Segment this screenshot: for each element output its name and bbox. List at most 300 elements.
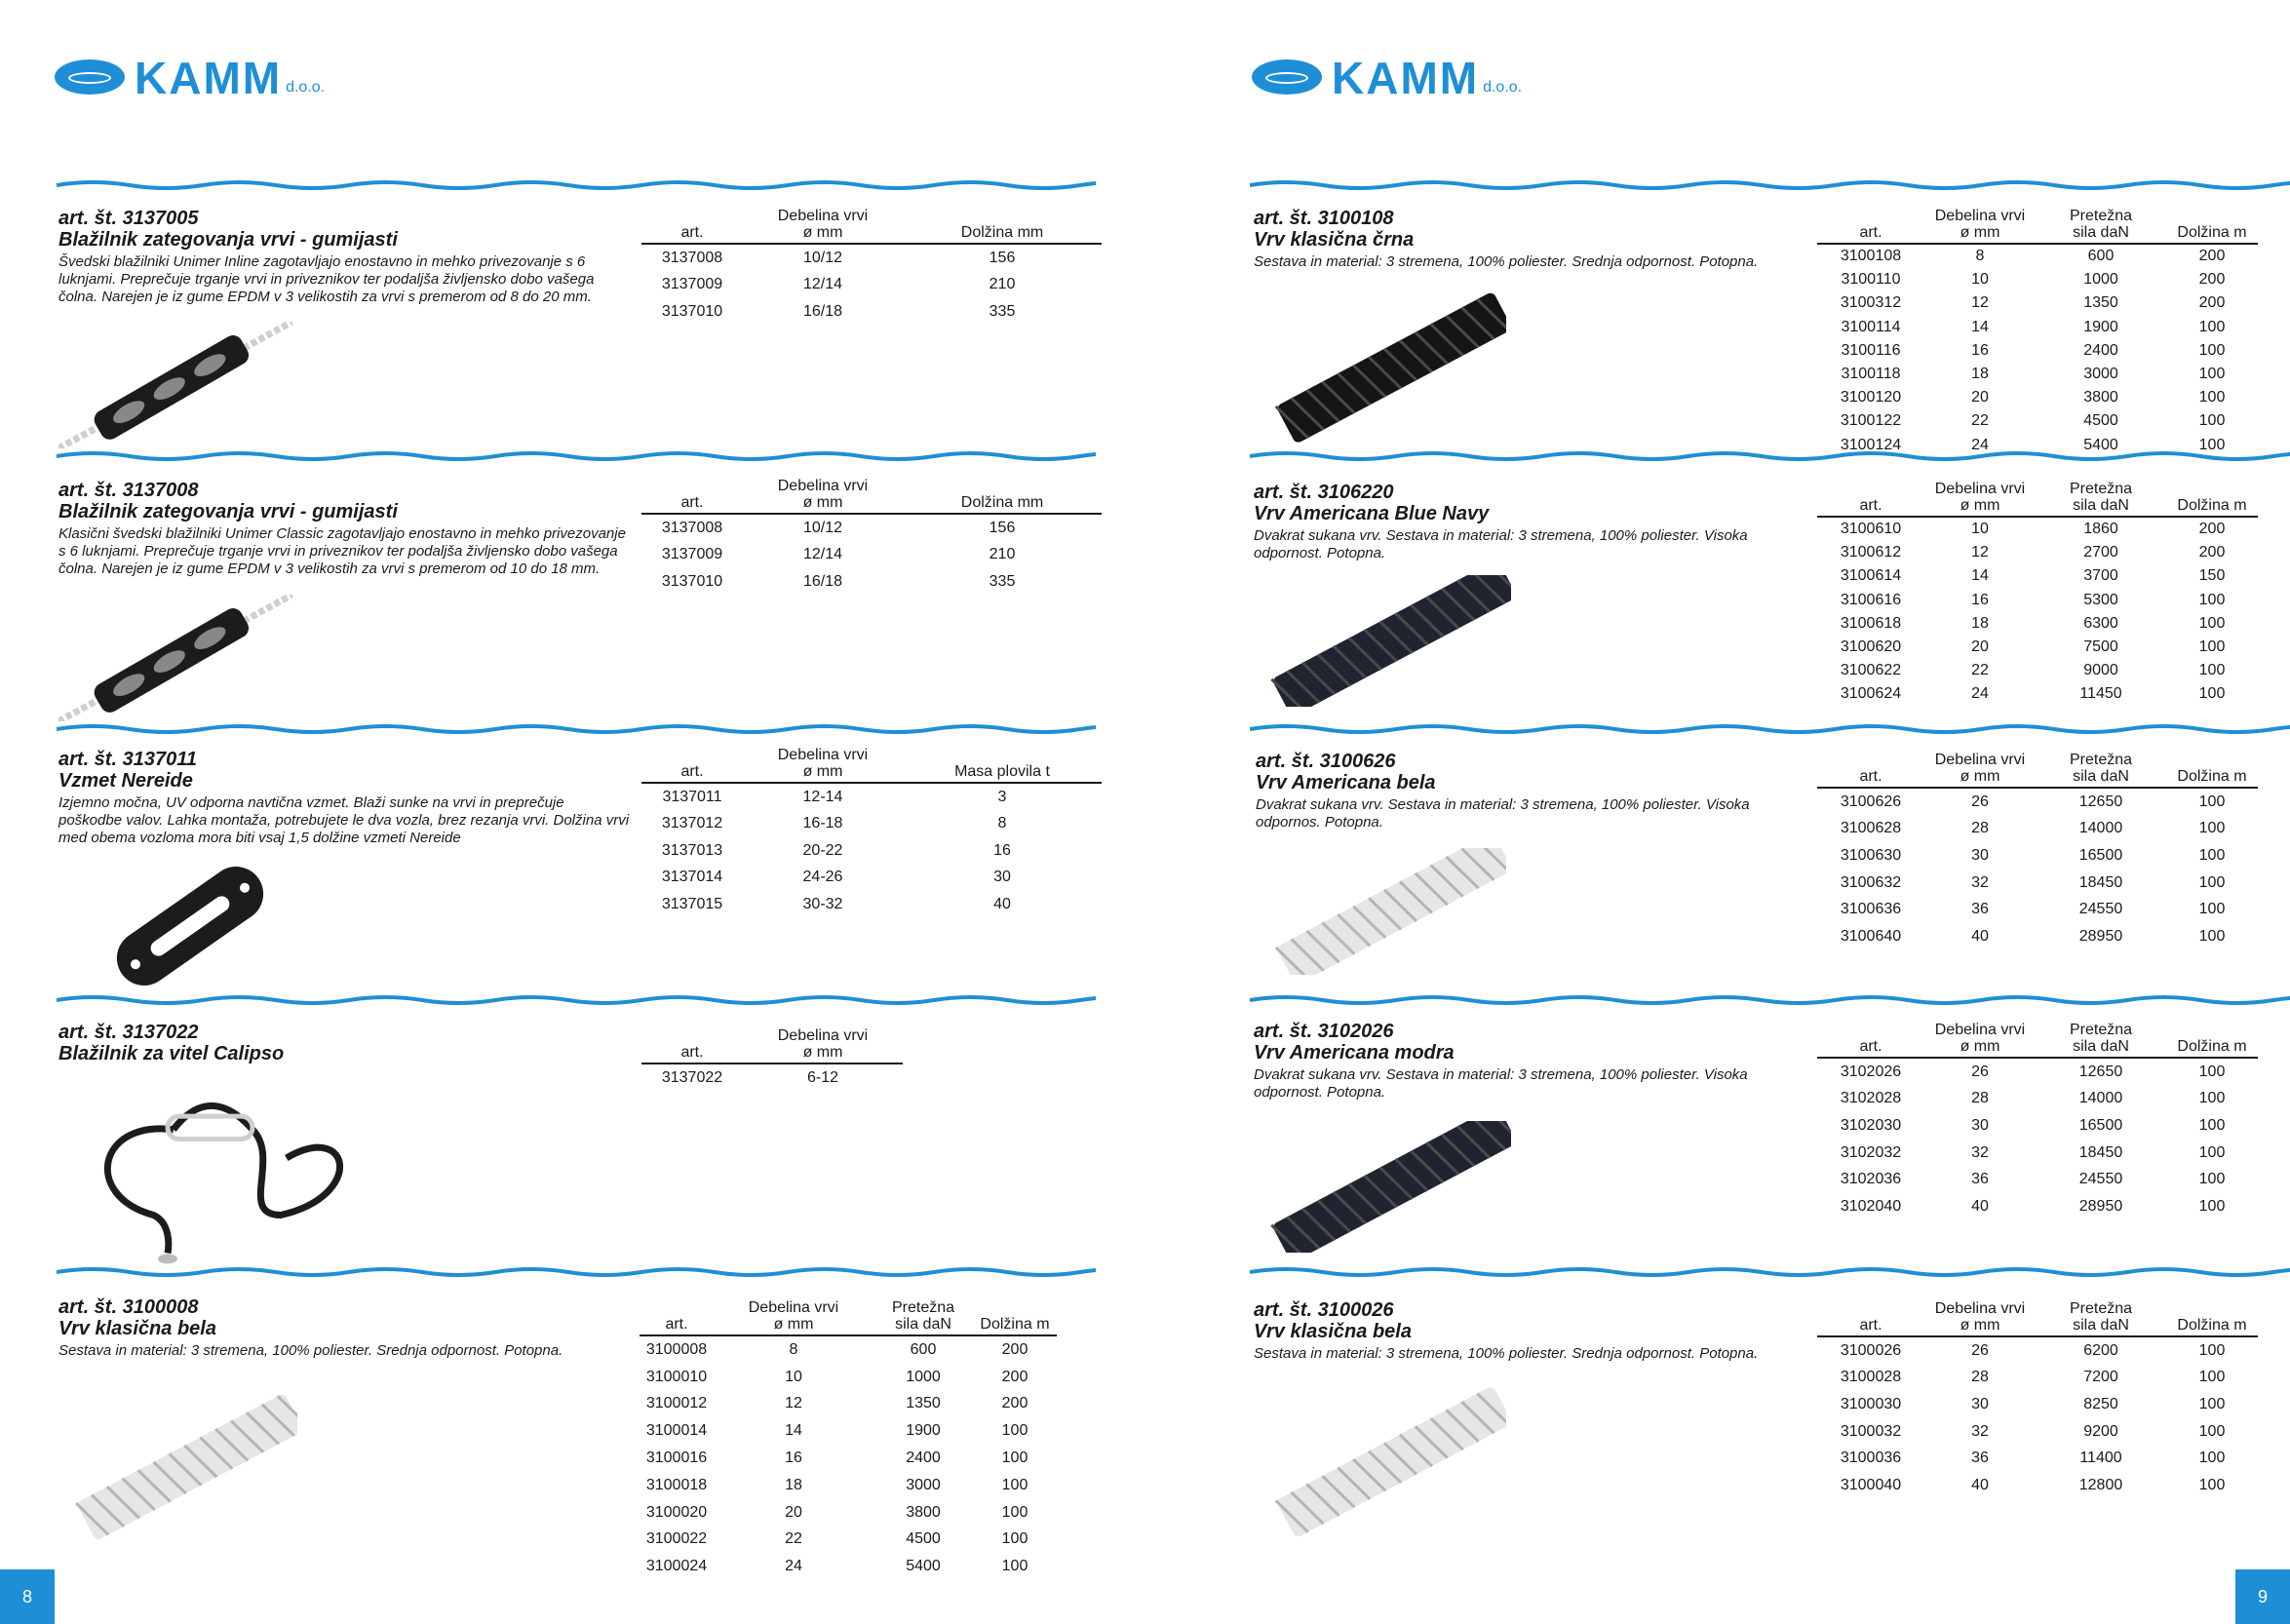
product-section (1254, 208, 1761, 271)
spec-table (1817, 1022, 2258, 1220)
table-cell: 8250 (2083, 1395, 2118, 1412)
table-cell: 7500 (2083, 638, 2118, 656)
table-row (1817, 589, 2258, 612)
table-row (641, 272, 1102, 299)
table-row (1817, 541, 2258, 564)
table-cell: 3100020 (645, 1503, 708, 1521)
table-cell: 100 (2198, 927, 2226, 945)
mooring-spring-icon (97, 853, 283, 999)
column-header: art. (641, 208, 743, 244)
table-cell: 1000 (906, 1368, 941, 1385)
table-cell: 156 (989, 519, 1016, 536)
product-section (1256, 751, 1763, 831)
table-cell: 9200 (2083, 1422, 2118, 1440)
column-header: Debelina vrvi ø mm (1924, 752, 2036, 788)
table-cell: 100 (2198, 820, 2226, 837)
white-rope-icon (1272, 848, 1506, 975)
table-cell: 3100624 (1840, 685, 1902, 703)
table-cell: 2400 (906, 1450, 941, 1467)
column-header: Debelina vrvi ø mm (714, 1299, 873, 1335)
table-cell: 100 (2198, 1171, 2226, 1188)
table-cell: 20 (1971, 389, 1989, 406)
column-header: art. (1817, 1022, 1924, 1058)
table-cell: 14 (785, 1422, 802, 1440)
table-cell: 100 (2198, 318, 2226, 335)
table-cell: 100 (2198, 1197, 2226, 1215)
table-cell: 18 (1971, 366, 1989, 383)
table-row (640, 1472, 1057, 1499)
table-cell: 3100630 (1840, 846, 1902, 864)
column-header: art. (1817, 481, 1924, 517)
table-row (641, 811, 1102, 838)
table-cell: 3100122 (1840, 412, 1902, 430)
table-cell: 3102028 (1840, 1090, 1902, 1107)
column-header: art. (1817, 1300, 1924, 1336)
table-row (1817, 339, 2258, 363)
table-cell: 26 (1971, 1341, 1989, 1359)
table-cell: 3100040 (1840, 1476, 1902, 1493)
product-section (58, 749, 630, 847)
white-rope-icon (1272, 1379, 1506, 1550)
table-cell: 6300 (2083, 614, 2118, 632)
table-row (1817, 682, 2258, 706)
table-cell: 11400 (2079, 1450, 2122, 1467)
table-cell: 10 (785, 1368, 802, 1385)
table-cell: 3800 (2083, 389, 2118, 406)
table-cell: 3100610 (1840, 521, 1902, 538)
table-cell: 3100028 (1840, 1369, 1902, 1386)
spec-table (641, 208, 1102, 326)
table-cell: 100 (1001, 1422, 1029, 1440)
table-cell: 1900 (2083, 318, 2118, 335)
table-cell: 600 (910, 1340, 937, 1358)
table-cell: 3 (997, 788, 1007, 805)
table-cell: 3100008 (645, 1340, 708, 1358)
table-cell: 3100118 (1841, 366, 1901, 383)
table-cell: 3100628 (1840, 820, 1902, 837)
table-cell: 14 (1971, 567, 1989, 585)
wave-divider (57, 448, 1096, 464)
table-cell: 3100014 (645, 1422, 708, 1440)
page-number-left: 8 (0, 1569, 55, 1624)
table-cell: 40 (1971, 1476, 1989, 1493)
table-cell: 7200 (2083, 1369, 2118, 1386)
logo-right (1252, 53, 1523, 103)
table-cell: 100 (1001, 1450, 1029, 1467)
table-cell: 210 (989, 276, 1016, 293)
table-cell: 3100620 (1840, 638, 1902, 656)
table-row (640, 1364, 1057, 1391)
table-cell: 100 (2198, 436, 2226, 453)
table-row (1817, 1086, 2258, 1113)
table-cell: 3100640 (1840, 927, 1902, 945)
table-cell: 12650 (2078, 1063, 2123, 1080)
table-cell: 335 (989, 572, 1016, 590)
table-cell: 100 (2198, 1395, 2226, 1412)
article-number: art. št. 3100026 (1254, 1299, 1394, 1321)
product-section (1254, 1299, 1761, 1363)
product-title: Vrv klasična bela (58, 1318, 216, 1339)
column-header: Dolžina mm (903, 208, 1102, 244)
table-cell: 3137010 (661, 572, 723, 590)
table-row (1817, 659, 2258, 682)
table-cell: 3100016 (645, 1450, 708, 1467)
table-cell: 600 (2087, 248, 2115, 265)
product-title: Vrv Americana bela (1256, 772, 1436, 793)
table-cell: 12800 (2078, 1476, 2123, 1493)
column-header: Dolžina m (2166, 1300, 2258, 1336)
table-cell: 200 (1001, 1340, 1029, 1358)
table-cell: 100 (2198, 1450, 2226, 1467)
product-title: Blažilnik zategovanja vrvi - gumijasti (58, 501, 398, 522)
table-cell: 335 (989, 302, 1016, 320)
table-cell: 100 (1001, 1530, 1029, 1548)
table-cell: 28950 (2078, 1197, 2123, 1215)
table-cell: 22 (1971, 662, 1989, 679)
table-cell: 5400 (906, 1558, 941, 1575)
table-row (1817, 564, 2258, 588)
table-cell: 8 (997, 815, 1007, 832)
table-cell: 100 (2198, 901, 2226, 918)
table-cell: 100 (2198, 412, 2226, 430)
page-number-right: 9 (2235, 1569, 2290, 1624)
article-number: art. št. 3106220 (1254, 482, 1394, 503)
product-title: Blažilnik zategovanja vrvi - gumijasti (58, 229, 398, 251)
table-row (640, 1391, 1057, 1418)
logo-suffix: d.o.o. (286, 79, 326, 96)
table-cell: 100 (2198, 614, 2226, 632)
column-header: Pretežna sila daN (2036, 208, 2166, 244)
table-cell: 3137014 (661, 869, 723, 886)
product-description: Sestava in material: 3 stremena, 100% poliester. Srednja odpornost. Potopna. (58, 1342, 563, 1359)
table-cell: 100 (2198, 873, 2226, 891)
table-row (1817, 1140, 2258, 1167)
rubber-snubber-icon (58, 595, 292, 721)
column-header: Debelina vrvi ø mm (743, 478, 903, 514)
table-cell: 6-12 (806, 1068, 839, 1086)
table-cell: 3100036 (1840, 1450, 1902, 1467)
table-row (1817, 316, 2258, 339)
table-row (1817, 1472, 2258, 1499)
table-row (1817, 291, 2258, 315)
product-section (1254, 482, 1761, 562)
table-row (1817, 244, 2258, 268)
table-row (1817, 1445, 2258, 1472)
wave-divider (1250, 992, 2290, 1008)
table-cell: 30 (1971, 1116, 1989, 1134)
column-header: art. (1817, 752, 1924, 788)
table-cell: 3102026 (1840, 1063, 1902, 1080)
spec-table (640, 1299, 1057, 1580)
table-cell: 200 (1001, 1395, 1029, 1412)
table-cell: 16/18 (802, 572, 843, 590)
table-cell: 28 (1971, 820, 1989, 837)
table-cell: 100 (2198, 591, 2226, 608)
table-row (641, 568, 1102, 596)
table-cell: 1350 (2083, 294, 2118, 312)
product-section (58, 1022, 630, 1065)
table-row (1817, 1058, 2258, 1086)
table-cell: 100 (1001, 1476, 1029, 1493)
table-cell: 200 (2198, 544, 2226, 561)
table-cell: 32 (1971, 1143, 1989, 1161)
table-cell: 3100012 (645, 1395, 708, 1412)
table-cell: 200 (1001, 1368, 1029, 1385)
table-cell: 12650 (2078, 793, 2123, 810)
table-row (641, 298, 1102, 326)
table-cell: 3137008 (661, 249, 723, 266)
table-cell: 3100010 (645, 1368, 708, 1385)
table-row (1817, 409, 2258, 433)
table-row (1817, 636, 2258, 659)
spec-table (1817, 208, 2258, 457)
wave-divider (1250, 721, 2290, 737)
table-cell: 3100636 (1840, 901, 1902, 918)
table-cell: 150 (2198, 567, 2226, 585)
article-number: art. št. 3102026 (1254, 1021, 1394, 1042)
table-cell: 36 (1971, 1171, 1989, 1188)
table-cell: 100 (2198, 685, 2226, 703)
article-number: art. št. 3137011 (58, 749, 197, 770)
table-cell: 2700 (2083, 544, 2118, 561)
column-header: Debelina vrvi ø mm (743, 747, 903, 783)
table-cell: 14 (1971, 318, 1989, 335)
table-cell: 5400 (2083, 436, 2118, 453)
table-cell: 3100312 (1840, 294, 1902, 312)
table-cell: 4500 (906, 1530, 941, 1548)
table-cell: 40 (993, 895, 1011, 912)
article-number: art. št. 3100108 (1254, 208, 1394, 229)
table-cell: 9000 (2083, 662, 2118, 679)
table-row (1817, 1193, 2258, 1220)
table-cell: 28 (1971, 1090, 1989, 1107)
table-cell: 10/12 (802, 519, 843, 536)
rope-logo-icon (55, 59, 125, 95)
table-row (641, 1063, 903, 1092)
column-header: art. (640, 1299, 714, 1335)
logo-brand: KAMM (135, 53, 283, 103)
article-number: art. št. 3100626 (1256, 751, 1396, 772)
table-cell: 26 (1971, 1063, 1989, 1080)
table-cell: 200 (2198, 248, 2226, 265)
table-cell: 3137009 (661, 276, 723, 293)
table-cell: 3102036 (1840, 1171, 1902, 1188)
table-cell: 30 (1971, 846, 1989, 864)
table-row (1817, 788, 2258, 816)
table-cell: 100 (2198, 1090, 2226, 1107)
table-cell: 3137009 (661, 546, 723, 563)
table-row (641, 837, 1102, 865)
table-cell: 12 (1971, 544, 1989, 561)
table-row (1817, 1391, 2258, 1418)
article-number: art. št. 3137022 (58, 1022, 199, 1043)
table-cell: 3100116 (1841, 341, 1901, 359)
table-row (1817, 870, 2258, 897)
table-row (1817, 896, 2258, 923)
table-row (1817, 923, 2258, 950)
table-cell: 3100026 (1840, 1341, 1902, 1359)
table-cell: 6200 (2083, 1341, 2118, 1359)
table-cell: 16/18 (802, 302, 843, 320)
table-cell: 3100612 (1840, 544, 1902, 561)
table-cell: 3102032 (1840, 1143, 1902, 1161)
table-cell: 30-32 (802, 895, 843, 912)
table-cell: 3100108 (1840, 248, 1902, 265)
product-title: Vzmet Nereide (58, 770, 193, 792)
table-row (1817, 612, 2258, 636)
table-cell: 14000 (2078, 1090, 2123, 1107)
table-cell: 16500 (2078, 1116, 2123, 1134)
column-header: Debelina vrvi ø mm (1924, 208, 2036, 244)
winch-snubber-icon (83, 1082, 366, 1272)
column-header: Debelina vrvi ø mm (743, 208, 903, 244)
column-header: Debelina vrvi ø mm (743, 1027, 903, 1063)
table-row (640, 1445, 1057, 1472)
table-cell: 18450 (2078, 1143, 2123, 1161)
table-cell: 10 (1971, 271, 1989, 289)
table-row (640, 1527, 1057, 1554)
table-cell: 100 (1001, 1503, 1029, 1521)
table-cell: 12 (785, 1395, 802, 1412)
table-cell: 3100616 (1840, 591, 1902, 608)
spec-table (1817, 752, 2258, 950)
table-cell: 10 (1971, 521, 1989, 538)
table-cell: 4500 (2083, 412, 2118, 430)
table-cell: 3137013 (661, 841, 723, 859)
table-cell: 16 (1971, 341, 1989, 359)
table-cell: 28950 (2078, 927, 2123, 945)
table-cell: 100 (2198, 1369, 2226, 1386)
table-cell: 3102030 (1840, 1116, 1902, 1134)
column-header: Pretežna sila daN (2036, 1300, 2166, 1336)
table-cell: 20 (785, 1503, 802, 1521)
table-cell: 16 (1971, 591, 1989, 608)
table-cell: 3800 (906, 1503, 941, 1521)
wave-divider (57, 721, 1096, 737)
column-header: Debelina vrvi ø mm (1924, 1022, 2036, 1058)
table-cell: 100 (2198, 366, 2226, 383)
table-cell: 5300 (2083, 591, 2118, 608)
logo-left (55, 53, 326, 103)
table-cell: 16 (785, 1450, 802, 1467)
table-cell: 100 (2198, 341, 2226, 359)
table-cell: 18 (1971, 614, 1989, 632)
column-header: Pretežna sila daN (2036, 481, 2166, 517)
column-header: Dolžina m (2166, 208, 2258, 244)
table-cell: 3137010 (661, 302, 723, 320)
table-cell: 24-26 (802, 869, 843, 886)
table-cell: 100 (2198, 846, 2226, 864)
table-cell: 30 (993, 869, 1011, 886)
table-cell: 18 (785, 1476, 802, 1493)
table-cell: 3100032 (1840, 1422, 1902, 1440)
spec-table (641, 747, 1102, 918)
table-cell: 100 (2198, 1116, 2226, 1134)
table-cell: 8 (789, 1340, 798, 1358)
table-cell: 14000 (2078, 820, 2123, 837)
black-rope-icon (1272, 288, 1506, 453)
table-cell: 100 (2198, 389, 2226, 406)
wave-divider (1250, 177, 2290, 193)
table-cell: 1860 (2083, 521, 2118, 538)
column-header: Dolžina m (2166, 1022, 2258, 1058)
wave-divider (57, 992, 1096, 1008)
table-cell: 22 (1971, 412, 1989, 430)
article-number: art. št. 3137005 (58, 208, 199, 229)
navy-rope-icon (1267, 1121, 1511, 1253)
table-cell: 200 (2198, 521, 2226, 538)
table-cell: 100 (2198, 1143, 2226, 1161)
table-cell: 156 (989, 249, 1016, 266)
column-header: art. (641, 1027, 743, 1063)
table-row (1817, 1166, 2258, 1193)
table-row (640, 1499, 1057, 1527)
wave-divider (1250, 448, 2290, 464)
column-header: Debelina vrvi ø mm (1924, 1300, 2036, 1336)
table-cell: 3137011 (662, 788, 722, 805)
table-row (1817, 1365, 2258, 1392)
table-cell: 24 (785, 1558, 802, 1575)
table-cell: 32 (1971, 1422, 1989, 1440)
table-cell: 26 (1971, 793, 1989, 810)
product-description: Dvakrat sukana vrv. Sestava in material: 3 stremena, 100% poliester. Visoka odpornost. Potopna. (1254, 1066, 1748, 1101)
table-cell: 3137012 (661, 815, 723, 832)
table-cell: 28 (1971, 1369, 1989, 1386)
table-cell: 3100030 (1840, 1395, 1902, 1412)
table-cell: 8 (1975, 248, 1985, 265)
product-title: Vrv Americana modra (1254, 1042, 1455, 1063)
table-row (640, 1417, 1057, 1445)
table-cell: 100 (2198, 1476, 2226, 1493)
table-cell: 100 (2198, 1341, 2226, 1359)
table-cell: 3100618 (1840, 614, 1902, 632)
product-title: Vrv klasična bela (1254, 1321, 1412, 1342)
table-row (641, 891, 1102, 918)
column-header: Dolžina m (973, 1299, 1057, 1335)
table-cell: 11450 (2079, 685, 2122, 703)
table-cell: 30 (1971, 1395, 1989, 1412)
table-cell: 40 (1971, 1197, 1989, 1215)
table-cell: 32 (1971, 873, 1989, 891)
table-cell: 16 (993, 841, 1011, 859)
table-cell: 100 (2198, 662, 2226, 679)
table-row (1817, 1112, 2258, 1140)
product-section (1254, 1021, 1761, 1102)
table-cell: 16-18 (802, 815, 843, 832)
table-cell: 3100024 (645, 1558, 708, 1575)
wave-divider (1250, 1264, 2290, 1280)
table-cell: 3137015 (661, 895, 723, 912)
table-cell: 3700 (2083, 567, 2118, 585)
column-header: Dolžina m (2166, 752, 2258, 788)
table-row (1817, 816, 2258, 843)
table-cell: 3102040 (1840, 1197, 1902, 1215)
product-section (58, 208, 630, 306)
product-description: Sestava in material: 3 stremena, 100% poliester. Srednja odpornost. Potopna. (1254, 253, 1759, 270)
product-title: Vrv Americana Blue Navy (1254, 503, 1490, 524)
product-description: Švedski blažilniki Unimer Inline zagotavljajo enostavno in mehko privezovanje s 6 luknjami. Preprečuje trganje vrvi in priveznikov ter podaljša življensko dobo vašega čolna. Narejen je iz gume EPDM v 3 velikostih za vrvi s premerom od 8 do 20 mm. (58, 253, 595, 305)
product-section (58, 480, 630, 578)
table-row (1817, 386, 2258, 409)
article-number: art. št. 3100008 (58, 1296, 199, 1318)
table-cell: 10/12 (802, 249, 843, 266)
table-cell: 12/14 (802, 276, 843, 293)
product-description: Dvakrat sukana vrv. Sestava in material: 3 stremena, 100% poliester. Visoka odpornost. Potopna. (1254, 527, 1748, 561)
wave-divider (57, 1264, 1096, 1280)
table-row (1817, 363, 2258, 386)
table-row (1817, 842, 2258, 870)
column-header: Pretežna sila daN (2036, 752, 2166, 788)
